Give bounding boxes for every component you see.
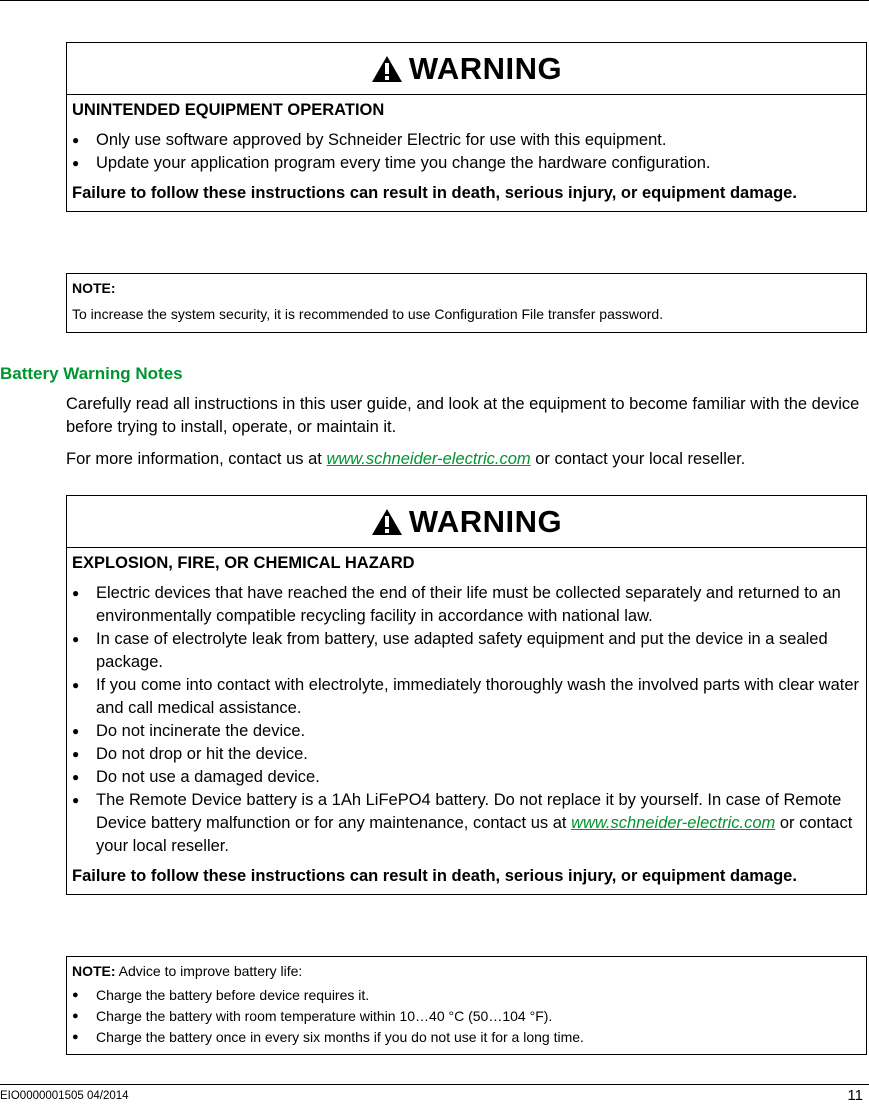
list-item: ● Charge the battery once in every six months if you do not use it for a long time. bbox=[72, 1027, 860, 1048]
section-title: Battery Warning Notes bbox=[0, 364, 183, 383]
document-reference: EIO0000001505 04/2014 bbox=[0, 1090, 129, 1102]
warning-list bbox=[72, 129, 860, 175]
list-item: ● Do not incinerate the device. bbox=[72, 720, 860, 743]
warning-title: WARNING bbox=[408, 503, 563, 539]
paragraph-contact bbox=[66, 448, 866, 471]
failure-statement: Failure to follow these instructions can result in death, serious injury, or equipment damage. bbox=[72, 867, 797, 885]
warning-title: WARNING bbox=[408, 50, 563, 86]
hazard-title: EXPLOSION, FIRE, OR CHEMICAL HAZARD bbox=[72, 554, 415, 572]
warning-box-unintended-operation bbox=[66, 42, 867, 212]
paragraph: Carefully read all instructions in this user guide, and look at the equipment to become familiar with the device before trying to install, operate, or maintain it. bbox=[66, 395, 860, 436]
text: or contact your local reseller. bbox=[96, 814, 853, 855]
list-item: ● Charge the battery with room temperature within 10…40 °C (50…104 °F). bbox=[72, 1006, 860, 1027]
note-list bbox=[72, 985, 860, 1048]
text: The Remote Device battery is a 1Ah LiFePO4 battery. Do not replace it by yourself. In case of Remote Device battery malfunction or for any maintenance, contact us at bbox=[96, 791, 842, 832]
list-item: ● Charge the battery before device requires it. bbox=[72, 985, 860, 1006]
hazard-title: UNINTENDED EQUIPMENT OPERATION bbox=[72, 101, 385, 119]
list-item bbox=[72, 789, 860, 858]
note-text: Advice to improve battery life: bbox=[115, 963, 303, 979]
top-rule bbox=[0, 0, 869, 1]
text: For more information, contact us at bbox=[66, 450, 327, 468]
list-item: ● Update your application program every time you change the hardware configuration. bbox=[72, 152, 860, 175]
warning-box-explosion-hazard bbox=[66, 495, 867, 895]
warning-triangle-icon bbox=[371, 55, 403, 83]
list-item: ● Do not use a damaged device. bbox=[72, 766, 860, 789]
warning-triangle-icon bbox=[371, 508, 403, 536]
list-item: ● Electric devices that have reached the end of their life must be collected separately and returned to an environmentally compatible recycling facility in accordance with national law. bbox=[72, 582, 860, 628]
list-item: ● In case of electrolyte leak from battery, use adapted safety equipment and put the device in a sealed package. bbox=[72, 628, 860, 674]
list-item: ● Only use software approved by Schneider Electric for use with this equipment. bbox=[72, 129, 860, 152]
list-item: ● Do not drop or hit the device. bbox=[72, 743, 860, 766]
website-link[interactable]: www.schneider-electric.com bbox=[326, 450, 531, 468]
warning-list bbox=[72, 582, 860, 858]
text: or contact your local reseller. bbox=[530, 450, 746, 468]
note-label: NOTE: bbox=[72, 963, 116, 979]
page-number: 11 bbox=[847, 1087, 863, 1104]
note-box-security bbox=[66, 273, 867, 333]
note-box-battery-life bbox=[66, 956, 867, 1055]
warning-header bbox=[67, 496, 866, 548]
list-item: ● If you come into contact with electrolyte, immediately thoroughly wash the involved parts with clear water and call medical assistance. bbox=[72, 674, 860, 720]
failure-statement: Failure to follow these instructions can result in death, serious injury, or equipment damage. bbox=[72, 184, 797, 202]
footer-rule bbox=[0, 1084, 869, 1085]
note-text: To increase the system security, it is recommended to use Configuration File transfer password. bbox=[72, 306, 664, 322]
warning-header bbox=[67, 43, 866, 95]
note-label: NOTE: bbox=[72, 280, 116, 296]
website-link[interactable]: www.schneider-electric.com bbox=[571, 814, 776, 832]
